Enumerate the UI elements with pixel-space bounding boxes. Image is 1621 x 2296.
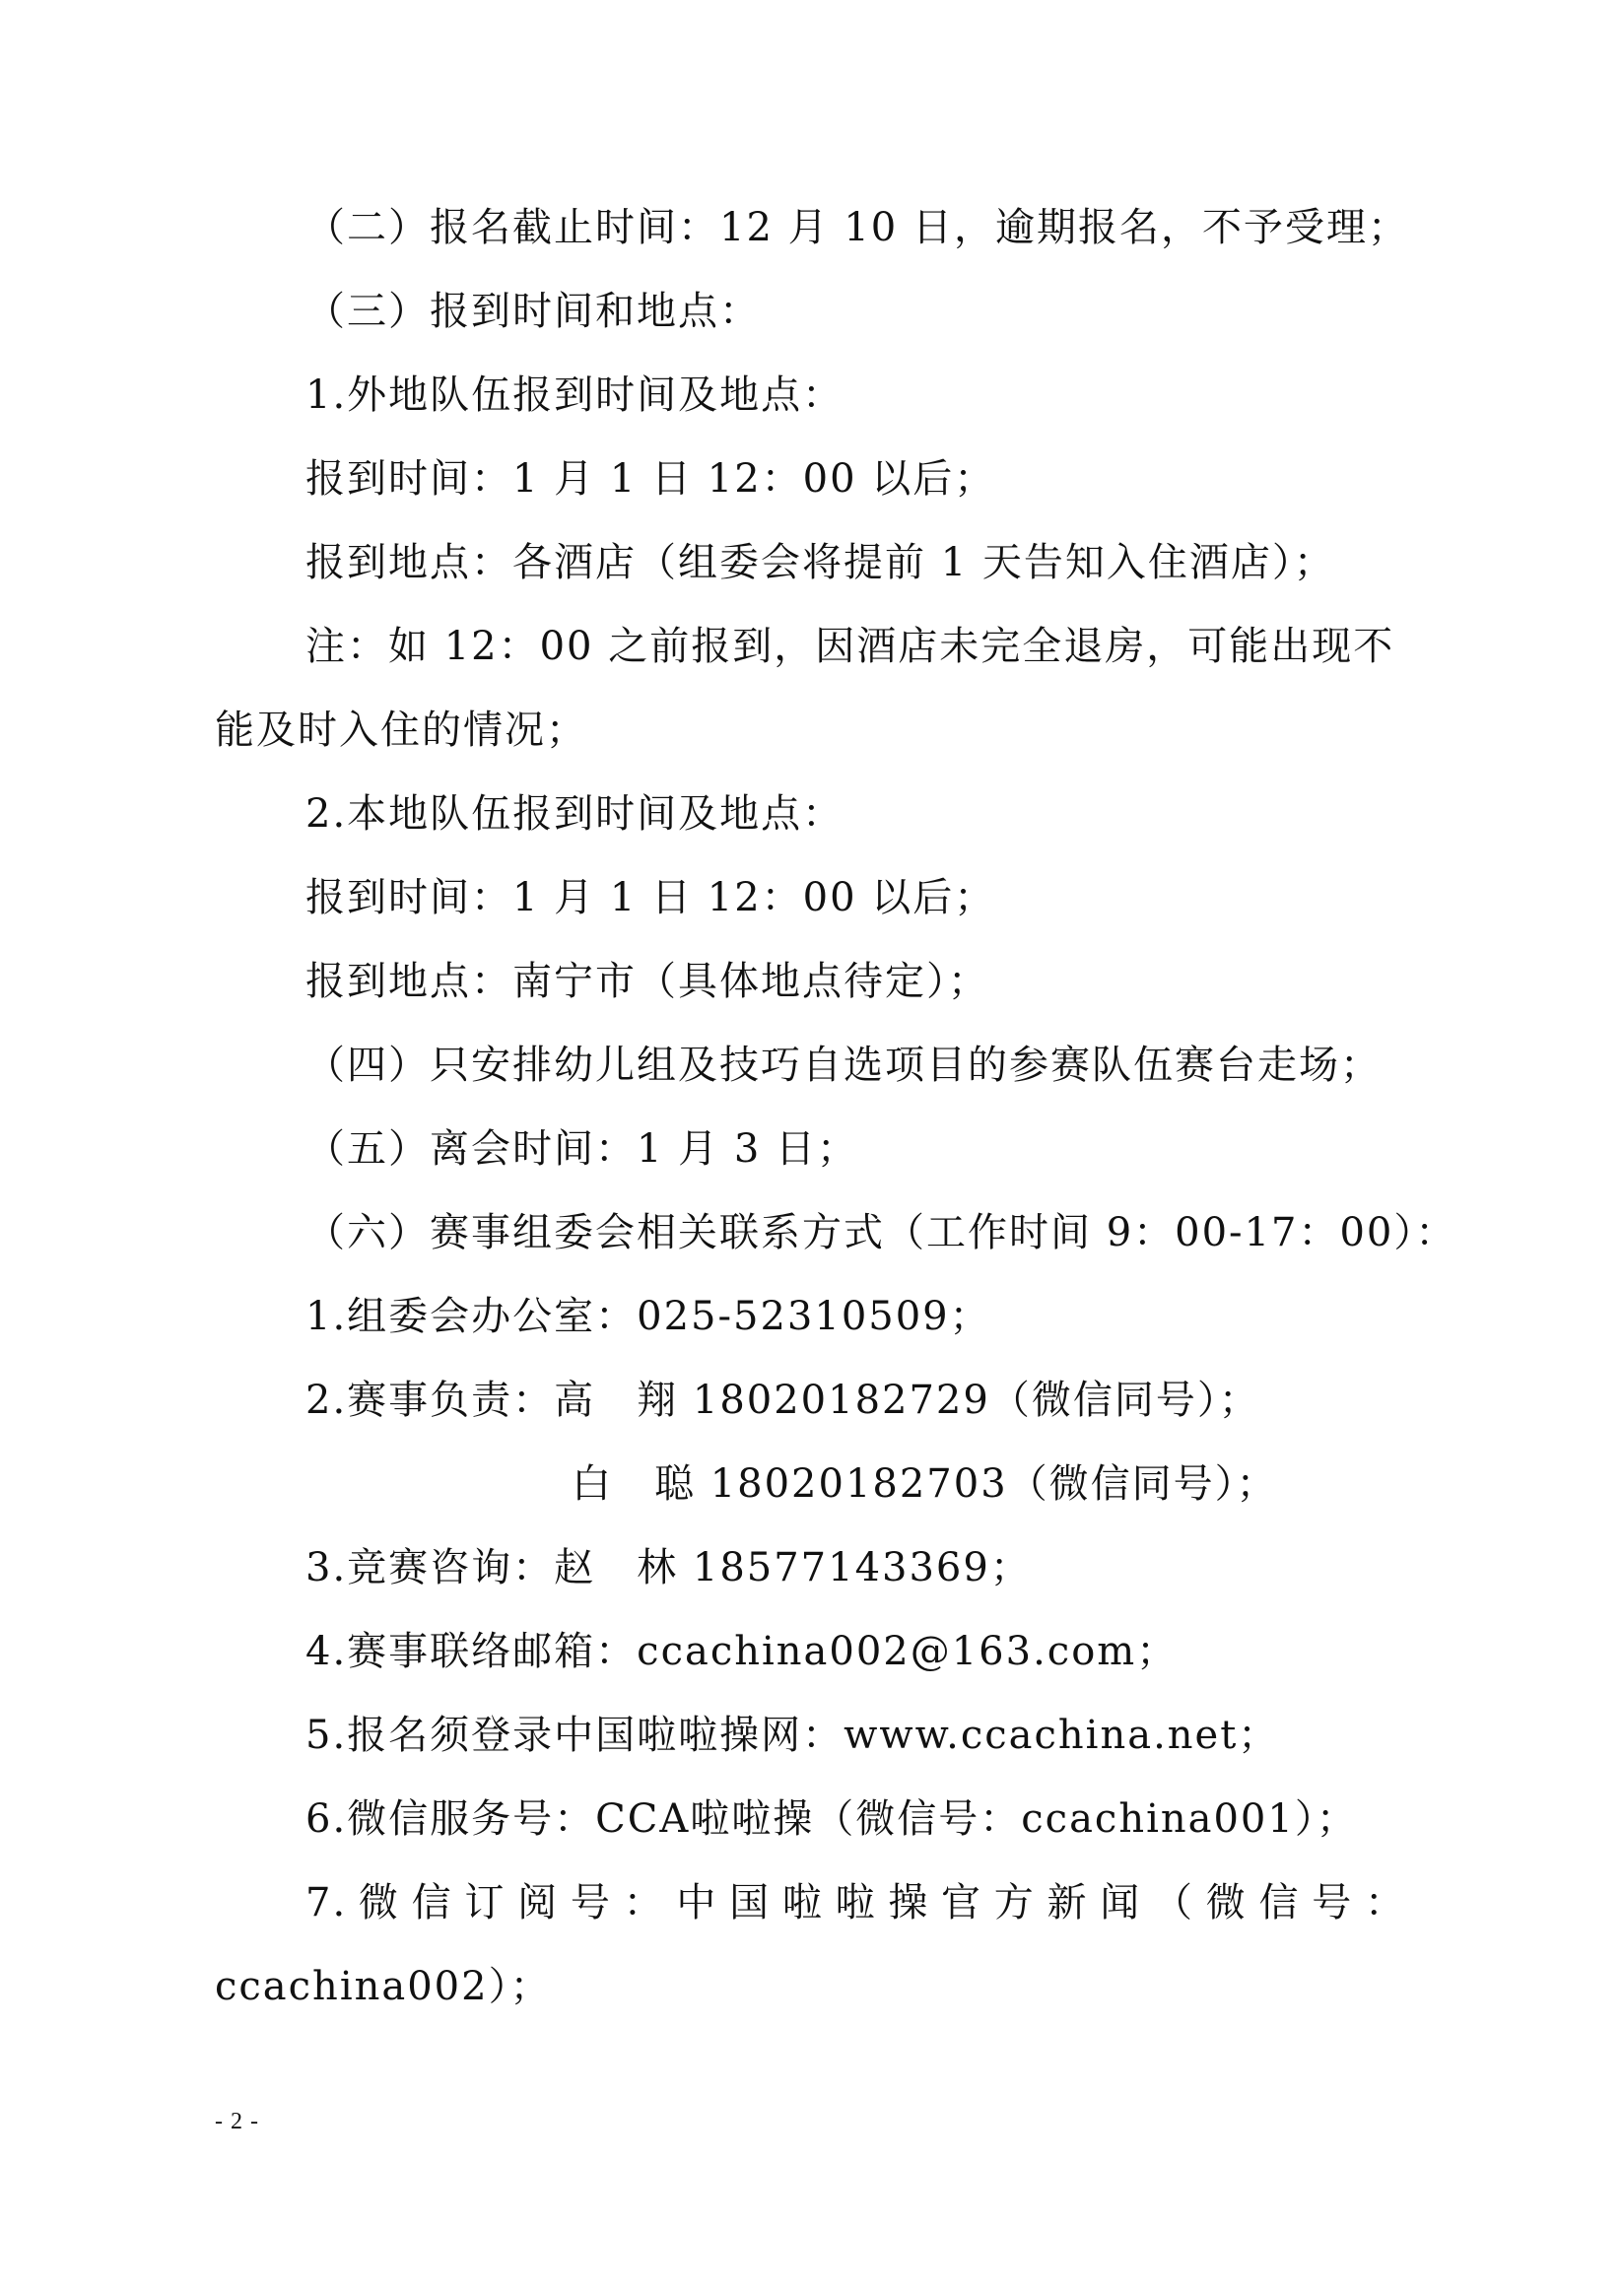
rehearsal-line: （四）只安排幼儿组及技巧自选项目的参赛队伍赛台走场；	[305, 1043, 1382, 1088]
local-heading: 2.本地队伍报到时间及地点：	[305, 791, 844, 837]
local-time: 报到时间：1 月 1 日 12：00 以后；	[305, 875, 996, 920]
out-of-town-time: 报到时间：1 月 1 日 12：00 以后；	[305, 456, 996, 502]
note-line: 注：如 12：00 之前报到，因酒店未完全退房，可能出现不	[305, 624, 1395, 669]
wechat-subscription-line: 7.微信订阅号：中国啦啦操官方新闻（微信号：	[305, 1880, 1406, 1925]
departure-line: （五）离会时间：1 月 3 日；	[305, 1126, 859, 1172]
competition-inquiry: 3.竞赛咨询：赵 林 18577143369；	[305, 1545, 1032, 1590]
wechat-subscription-line-continued: ccachina002）；	[215, 1964, 552, 2009]
page-number: - 2 -	[215, 2109, 259, 2134]
local-place: 报到地点：南宁市（具体地点待定）；	[305, 959, 989, 1004]
website-line: 5.报名须登录中国啦啦操网：www.ccachina.net；	[305, 1713, 1280, 1758]
wechat-service-line: 6.微信服务号：CCA啦啦操（微信号：ccachina001）；	[305, 1796, 1358, 1842]
contact-heading: （六）赛事组委会相关联系方式（工作时间 9：00-17：00）：	[305, 1210, 1457, 1255]
out-of-town-place: 报到地点：各酒店（组委会将提前 1 天告知入住酒店）；	[305, 540, 1335, 585]
email-line: 4.赛事联络邮箱：ccachina002@163.com；	[305, 1629, 1179, 1674]
note-line-continued: 能及时入住的情况；	[215, 708, 587, 753]
checkin-heading: （三）报到时间和地点：	[305, 289, 761, 334]
out-of-town-heading: 1.外地队伍报到时间及地点：	[305, 372, 844, 418]
deadline-line: （二）报名截止时间：12 月 10 日，逾期报名，不予受理；	[305, 205, 1409, 250]
event-lead-contact-2: 白 聪 18020182703（微信同号）；	[572, 1461, 1278, 1507]
event-lead-contact-1: 2.赛事负责：高 翔 18020182729（微信同号）；	[305, 1378, 1260, 1423]
office-contact: 1.组委会办公室：025-52310509；	[305, 1294, 991, 1339]
